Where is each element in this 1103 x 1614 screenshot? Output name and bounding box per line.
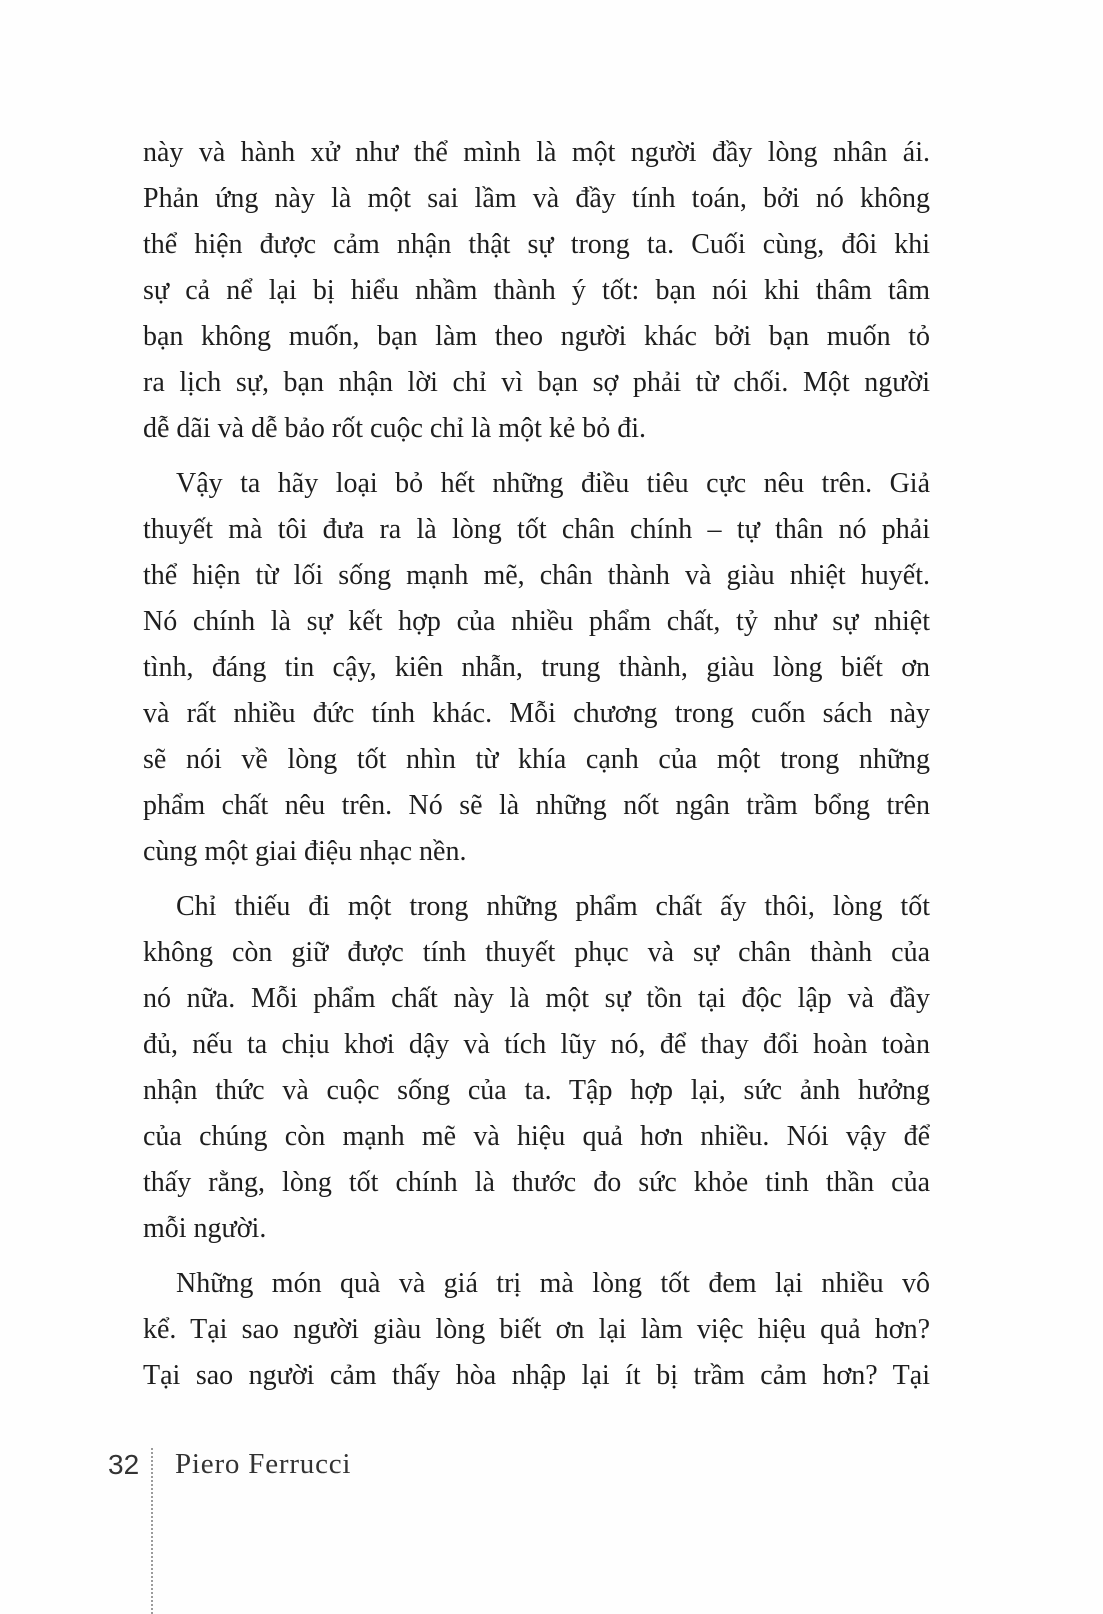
- text-line: và rất nhiều đức tính khác. Mỗi chương trong cuốn sách này: [143, 698, 930, 729]
- text-line: thuyết mà tôi đưa ra là lòng tốt chân chính – tự thân nó phải: [143, 514, 930, 545]
- text-line: thể hiện được cảm nhận thật sự trong ta. Cuối cùng, đôi khi: [143, 229, 930, 260]
- text-line: phẩm chất nêu trên. Nó sẽ là những nốt ngân trầm bổng trên: [143, 790, 930, 821]
- text-line: tình, đáng tin cậy, kiên nhẫn, trung thành, giàu lòng biết ơn: [143, 652, 930, 683]
- running-footer-author: Piero Ferrucci: [175, 1448, 352, 1480]
- text-line: thấy rằng, lòng tốt chính là thước đo sức khỏe tinh thần của: [143, 1167, 930, 1198]
- text-line: thể hiện từ lối sống mạnh mẽ, chân thành và giàu nhiệt huyết.: [143, 560, 930, 591]
- text-line: nhận thức và cuộc sống của ta. Tập hợp lại, sức ảnh hưởng: [143, 1075, 930, 1106]
- body-text: [143, 130, 930, 1399]
- text-line: sự cả nể lại bị hiểu nhầm thành ý tốt: bạn nói khi thâm tâm: [143, 275, 930, 306]
- text-line: Chỉ thiếu đi một trong những phẩm chất ấy thôi, lòng tốt: [176, 891, 930, 922]
- paragraph: [143, 884, 930, 1252]
- text-line: dễ dãi và dễ bảo rốt cuộc chỉ là một kẻ bỏ đi.: [143, 413, 647, 444]
- text-line: bạn không muốn, bạn làm theo người khác bởi bạn muốn tỏ: [143, 321, 930, 352]
- text-line: Phản ứng này là một sai lầm và đầy tính toán, bởi nó không: [143, 183, 930, 214]
- text-line: ra lịch sự, bạn nhận lời chỉ vì bạn sợ phải từ chối. Một người: [143, 367, 930, 398]
- footer-divider-dotted-line: [151, 1448, 153, 1614]
- paragraph: [143, 461, 930, 875]
- paragraph: [143, 130, 930, 452]
- text-line: mỗi người.: [143, 1213, 267, 1244]
- text-line: không còn giữ được tính thuyết phục và sự chân thành của: [143, 937, 930, 968]
- text-line: của chúng còn mạnh mẽ và hiệu quả hơn nhiều. Nói vậy để: [143, 1121, 930, 1152]
- text-line: đủ, nếu ta chịu khơi dậy và tích lũy nó, để thay đổi hoàn toàn: [143, 1029, 930, 1060]
- text-line: kể. Tại sao người giàu lòng biết ơn lại làm việc hiệu quả hơn?: [143, 1314, 930, 1345]
- page-number: 32: [108, 1449, 140, 1480]
- text-line: Tại sao người cảm thấy hòa nhập lại ít bị trầm cảm hơn? Tại: [143, 1360, 930, 1391]
- text-line: sẽ nói về lòng tốt nhìn từ khía cạnh của một trong những: [143, 744, 930, 775]
- text-line: này và hành xử như thể mình là một người đầy lòng nhân ái.: [143, 137, 930, 168]
- text-line: Vậy ta hãy loại bỏ hết những điều tiêu cực nêu trên. Giả: [176, 468, 930, 499]
- text-line: nó nữa. Mỗi phẩm chất này là một sự tồn tại độc lập và đầy: [143, 983, 930, 1014]
- text-line: Những món quà và giá trị mà lòng tốt đem lại nhiều vô: [176, 1268, 930, 1299]
- text-line: Nó chính là sự kết hợp của nhiều phẩm chất, tỷ như sự nhiệt: [143, 606, 930, 637]
- text-line: cùng một giai điệu nhạc nền.: [143, 836, 467, 867]
- paragraph: [143, 1261, 930, 1399]
